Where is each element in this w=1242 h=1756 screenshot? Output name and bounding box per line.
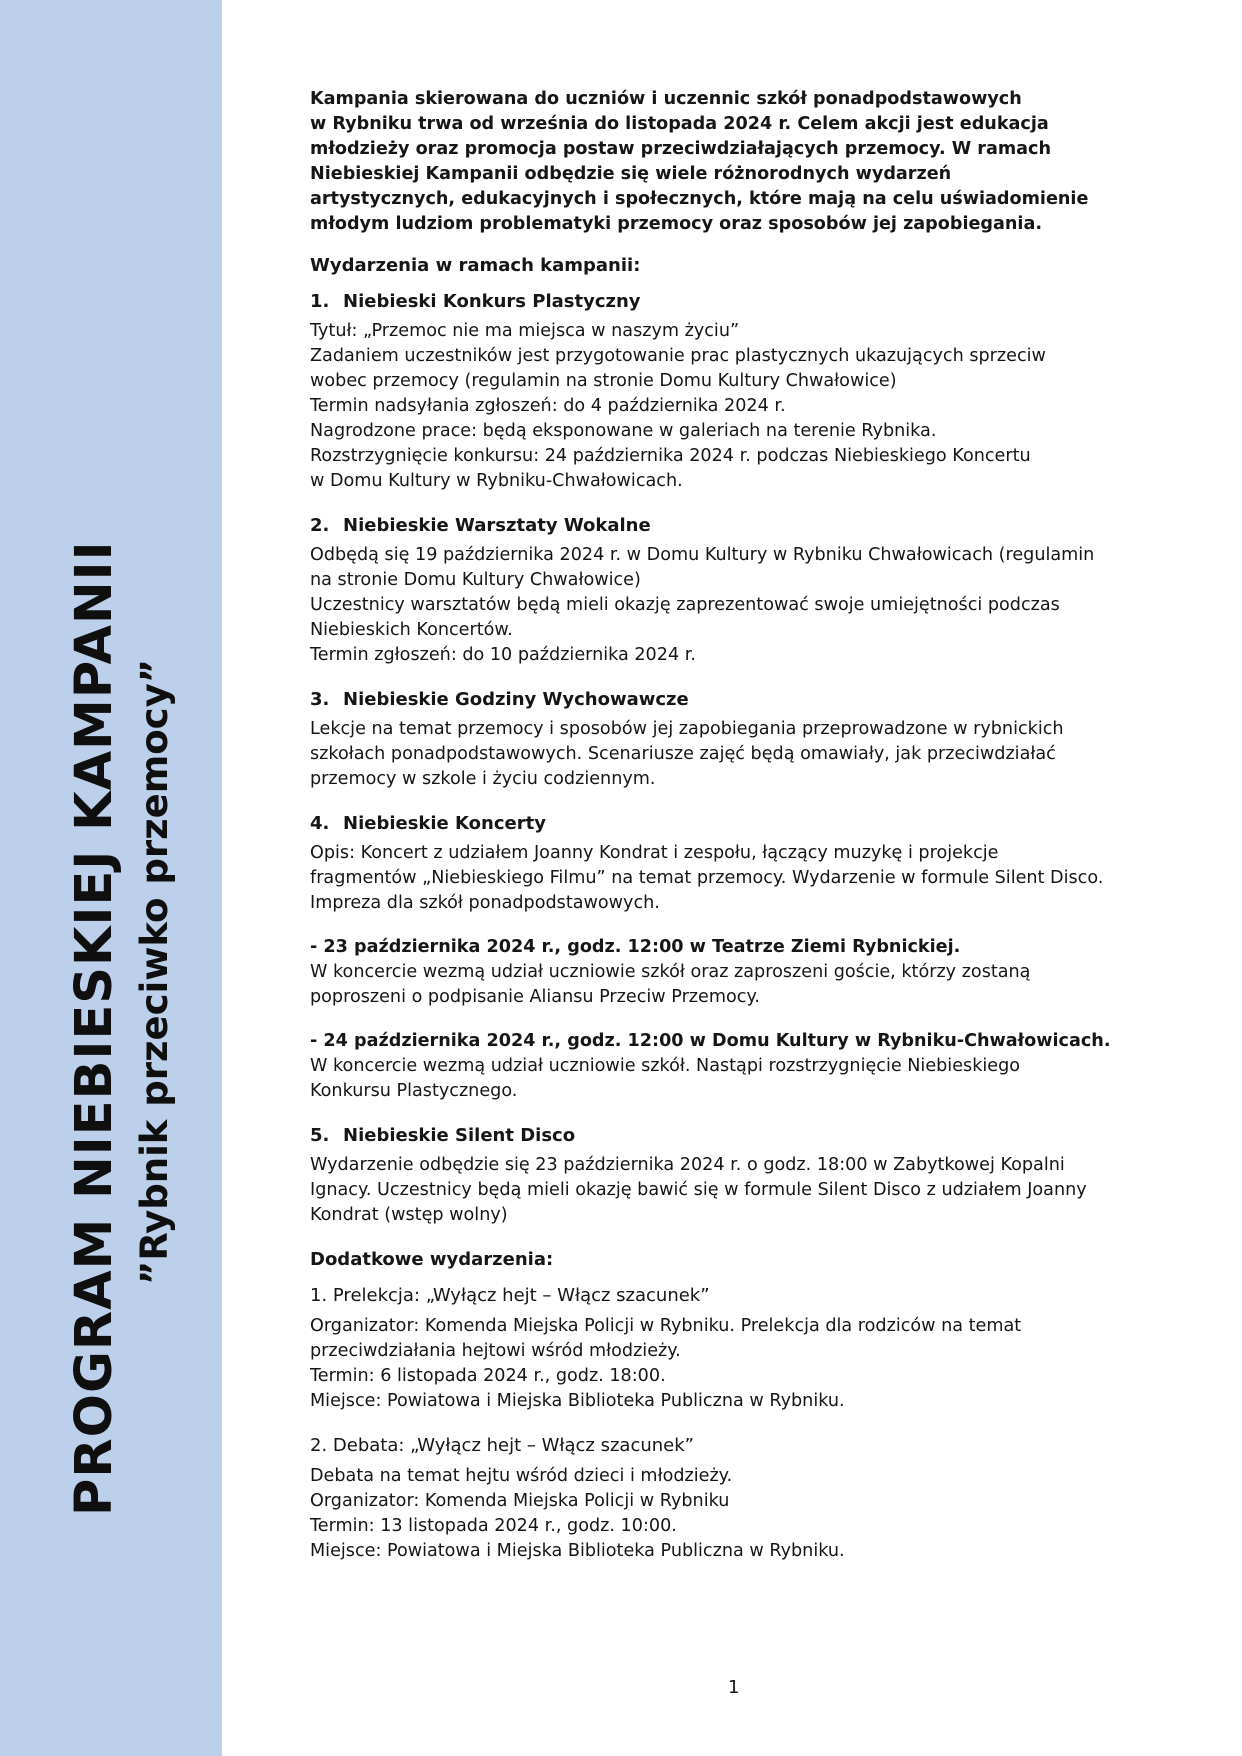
extra-debate xyxy=(310,1433,1195,1564)
event-line: Konkursu Plastycznego. xyxy=(310,1081,518,1101)
event-line: Nagrodzone prace: będą eksponowane w galeriach na terenie Rybnika. xyxy=(310,421,937,441)
event-line: Odbędą się 19 października 2024 r. w Domu Kultury w Rybniku Chwałowicach (regulamin xyxy=(310,545,1095,565)
concert-date-1 xyxy=(310,935,1195,1010)
event-line: Ignacy. Uczestnicy będą mieli okazję bawić się w formule Silent Disco z udziałem Joanny xyxy=(310,1180,1087,1200)
event-silent-disco xyxy=(310,1123,1195,1228)
event-line: Tytuł: „Przemoc nie ma miejsca w naszym życiu” xyxy=(310,321,740,341)
event-title xyxy=(310,1123,1195,1148)
program-title: PROGRAM NIEBIESKIEJ KAMPANII xyxy=(65,540,124,1516)
event-number: 1. xyxy=(310,291,330,312)
intro-line: młodzieży oraz promocja postaw przeciwdziałających przemocy. W ramach xyxy=(310,139,1051,159)
event-number: 4. xyxy=(310,813,330,834)
event-line: Termin zgłoszeń: do 10 października 2024 r. xyxy=(310,645,696,665)
event-number: 3. xyxy=(310,689,330,710)
event-line: Opis: Koncert z udziałem Joanny Kondrat i zespołu, łączący muzykę i projekcje xyxy=(310,843,999,863)
event-number: 5. xyxy=(310,1125,330,1146)
extra-line: Debata na temat hejtu wśród dzieci i młodzieży. xyxy=(310,1466,733,1486)
event-number: 2. xyxy=(310,515,330,536)
page-number: 1 xyxy=(728,1677,740,1698)
event-title-text: Niebieskie Warsztaty Wokalne xyxy=(343,515,651,536)
event-workshops xyxy=(310,513,1195,668)
event-title xyxy=(310,289,1195,314)
extra-heading: Dodatkowe wydarzenia: xyxy=(310,1249,554,1270)
event-title xyxy=(310,687,1195,712)
extra-line: Organizator: Komenda Miejska Policji w Rybniku xyxy=(310,1491,730,1511)
extra-title: 1. Prelekcja: „Wyłącz hejt – Włącz szacunek” xyxy=(310,1285,710,1306)
event-title xyxy=(310,513,1195,538)
intro-line: Niebieskiej Kampanii odbędzie się wiele różnorodnych wydarzeń xyxy=(310,164,952,184)
event-title-text: Niebieskie Koncerty xyxy=(343,813,546,834)
event-line: Niebieskich Koncertów. xyxy=(310,620,513,640)
event-title xyxy=(310,811,1195,836)
extra-lecture xyxy=(310,1283,1195,1414)
concert-date-2 xyxy=(310,1029,1195,1104)
event-concerts xyxy=(310,811,1195,916)
event-line: Uczestnicy warsztatów będą mieli okazję zaprezentować swoje umiejętności podczas xyxy=(310,595,1060,615)
concert-date-heading: - 24 października 2024 r., godz. 12:00 w Domu Kultury w Rybniku-Chwałowicach. xyxy=(310,1031,1111,1051)
document-body xyxy=(310,87,1195,1583)
event-line: na stronie Domu Kultury Chwałowice) xyxy=(310,570,641,590)
extra-line: Termin: 13 listopada 2024 r., godz. 10:00. xyxy=(310,1516,677,1536)
event-line: Wydarzenie odbędzie się 23 października 2024 r. o godz. 18:00 w Zabytkowej Kopalni xyxy=(310,1155,1065,1175)
event-line: Impreza dla szkół ponadpodstawowych. xyxy=(310,893,660,913)
event-title-text: Niebieskie Silent Disco xyxy=(343,1125,576,1146)
event-title-text: Niebieskie Godziny Wychowawcze xyxy=(343,689,689,710)
event-line: w Domu Kultury w Rybniku-Chwałowicach. xyxy=(310,471,683,491)
event-class-hours xyxy=(310,687,1195,792)
intro-line: w Rybniku trwa od września do listopada 2024 r. Celem akcji jest edukacja xyxy=(310,114,1049,134)
event-title-text: Niebieski Konkurs Plastyczny xyxy=(343,291,641,312)
event-line: W koncercie wezmą udział uczniowie szkół. Nastąpi rozstrzygnięcie Niebieskiego xyxy=(310,1056,1021,1076)
event-line: Lekcje na temat przemocy i sposobów jej zapobiegania przeprowadzone w rybnickich xyxy=(310,719,1064,739)
event-line: poproszeni o podpisanie Aliansu Przeciw Przemocy. xyxy=(310,987,760,1007)
events-heading: Wydarzenia w ramach kampanii: xyxy=(310,255,641,276)
extra-line: Miejsce: Powiatowa i Miejska Biblioteka Publiczna w Rybniku. xyxy=(310,1391,845,1411)
program-subtitle: ”Rybnik przeciwko przemocy” xyxy=(133,658,176,1285)
event-line: Rozstrzygnięcie konkursu: 24 października 2024 r. podczas Niebieskiego Koncertu xyxy=(310,446,1031,466)
event-line: Zadaniem uczestników jest przygotowanie prac plastycznych ukazujących sprzeciw xyxy=(310,346,1046,366)
intro-line: artystycznych, edukacyjnych i społecznych, które mają na celu uświadomienie xyxy=(310,189,1089,209)
extra-line: Organizator: Komenda Miejska Policji w Rybniku. Prelekcja dla rodziców na temat xyxy=(310,1316,1022,1336)
event-line: fragmentów „Niebieskiego Filmu” na temat przemocy. Wydarzenie w formule Silent Disco. xyxy=(310,868,1104,888)
sidebar-band xyxy=(0,0,222,1756)
event-line: Termin nadsyłania zgłoszeń: do 4 października 2024 r. xyxy=(310,396,786,416)
event-line: Kondrat (wstęp wolny) xyxy=(310,1205,508,1225)
extra-title: 2. Debata: „Wyłącz hejt – Włącz szacunek” xyxy=(310,1435,694,1456)
concert-date-heading: - 23 października 2024 r., godz. 12:00 w Teatrze Ziemi Rybnickiej. xyxy=(310,937,961,957)
extra-line: Termin: 6 listopada 2024 r., godz. 18:00. xyxy=(310,1366,666,1386)
intro-line: Kampania skierowana do uczniów i uczennic szkół ponadpodstawowych xyxy=(310,89,1022,109)
intro-line: młodym ludziom problematyki przemocy oraz sposobów jej zapobiegania. xyxy=(310,214,1042,234)
event-contest xyxy=(310,289,1195,494)
extra-line: przeciwdziałania hejtowi wśród młodzieży. xyxy=(310,1341,681,1361)
intro-paragraph xyxy=(310,87,1195,237)
event-line: wobec przemocy (regulamin na stronie Domu Kultury Chwałowice) xyxy=(310,371,897,391)
event-line: szkołach ponadpodstawowych. Scenariusze zajęć będą omawiały, jak przeciwdziałać xyxy=(310,744,1056,764)
event-line: W koncercie wezmą udział uczniowie szkół oraz zaproszeni goście, którzy zostaną xyxy=(310,962,1031,982)
event-line: przemocy w szkole i życiu codziennym. xyxy=(310,769,656,789)
extra-line: Miejsce: Powiatowa i Miejska Biblioteka Publiczna w Rybniku. xyxy=(310,1541,845,1561)
